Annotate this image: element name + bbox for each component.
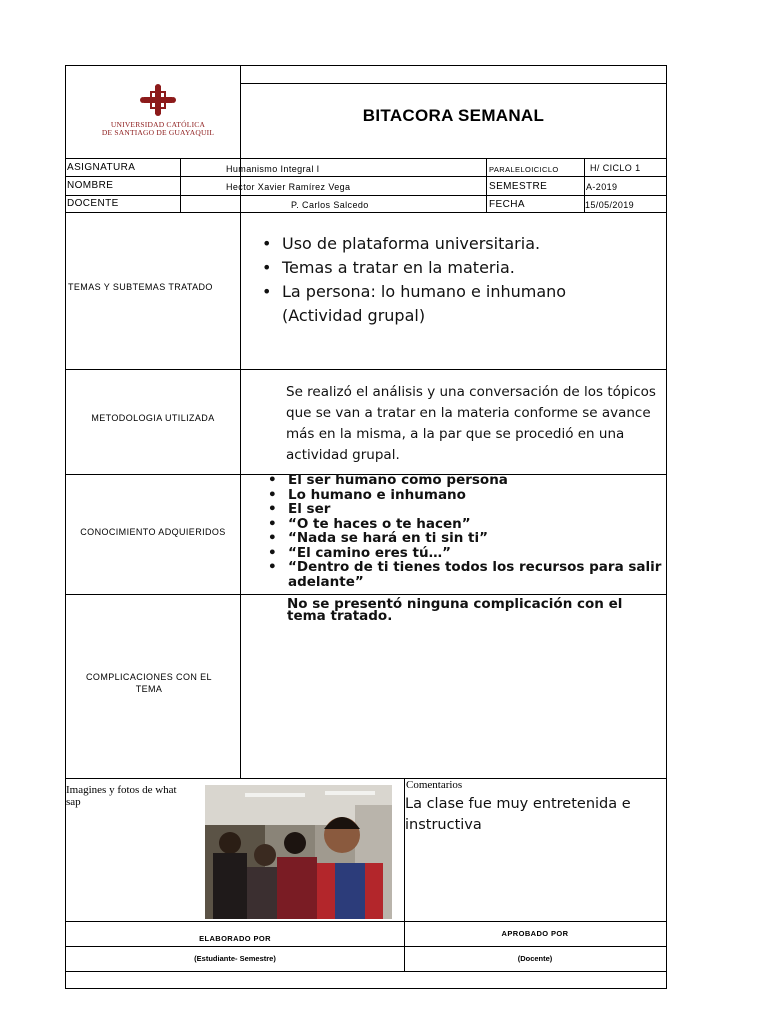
fecha-label: FECHA [489,199,525,210]
asignatura-label: ASIGNATURA [67,162,136,173]
comentarios-text: La clase fue muy entretenida e instructiva [405,796,631,833]
comentarios-label: Comentarios [406,779,463,791]
docente-label: DOCENTE [67,198,119,209]
divider [66,158,666,159]
group-photo-image [205,785,392,919]
page-title: BITACORA SEMANAL [362,106,545,125]
logo-text-line1: UNIVERSIDAD CATÓLICA [110,120,206,129]
fecha-value: 15/05/2019 [585,200,635,210]
list-item: • “O te haces o te hacen” [262,517,662,532]
metodologia-label: METODOLOGIA UTILIZADA [91,413,215,423]
divider [180,158,181,212]
university-logo [88,84,228,139]
conocimiento-list [262,473,662,589]
complicaciones-text: No se presentó ninguna complicación con el tema tratado. [287,596,623,624]
temas-label: TEMAS Y SUBTEMAS TRATADO [68,282,213,292]
list-item: • Lo humano e inhumano [262,488,662,503]
semestre-value: A-2019 [586,182,618,192]
bitacora-form [65,65,667,989]
elaborado-label: ELABORADO POR [199,934,271,943]
complicaciones-label: COMPLICACIONES CON EL TEMA [86,672,212,694]
group-photo [205,785,392,919]
list-item: • El ser humano como persona [262,473,662,488]
list-item: • “El camino eres tú…” [262,546,662,561]
semestre-label: SEMESTRE [489,181,548,192]
imagenes-label: Imagines y fotos de what sap [66,784,177,808]
divider [66,369,666,370]
divider [66,212,666,213]
docente-signature-label: (Docente) [517,954,553,963]
estudiante-label: (Estudiante- Semestre) [194,954,276,963]
divider [241,83,666,84]
temas-list [256,232,586,328]
paralelo-value: H/ CICLO 1 [590,163,641,173]
nombre-label: NOMBRE [67,180,114,191]
divider [66,594,666,595]
list-item: • La persona: lo humano e inhumano (Actividad grupal) [256,280,586,328]
cross-emblem-icon [138,84,178,116]
divider [486,158,487,212]
nombre-value: Hector Xavier Ramírez Vega [226,182,351,192]
divider [66,778,666,779]
metodologia-text: Se realizó el análisis y una conversación de los tópicos que se van a tratar en la materia conforme se avance más en la misma, a la par que se procedió en una actividad grupal. [286,384,656,463]
conocimiento-label: CONOCIMIENTO ADQUIERIDOS [80,527,226,537]
list-item: • Uso de plataforma universitaria. [256,232,586,256]
docente-value: P. Carlos Salcedo [291,200,369,210]
aprobado-label: APROBADO POR [501,929,569,938]
divider [66,946,666,947]
divider [66,195,666,196]
logo-text-line2: DE SANTIAGO DE GUAYAQUIL [101,128,215,137]
paralelo-label: PARALELOICICLO [489,165,559,174]
list-item: • El ser [262,502,662,517]
list-item: • Temas a tratar en la materia. [256,256,586,280]
list-item: • “Dentro de ti tienes todos los recursos para salir adelante” [262,560,662,589]
asignatura-value: Humanismo Integral I [226,164,320,174]
divider [66,176,666,177]
divider [66,921,666,922]
divider [66,971,666,972]
list-item: • “Nada se hará en ti sin ti” [262,531,662,546]
